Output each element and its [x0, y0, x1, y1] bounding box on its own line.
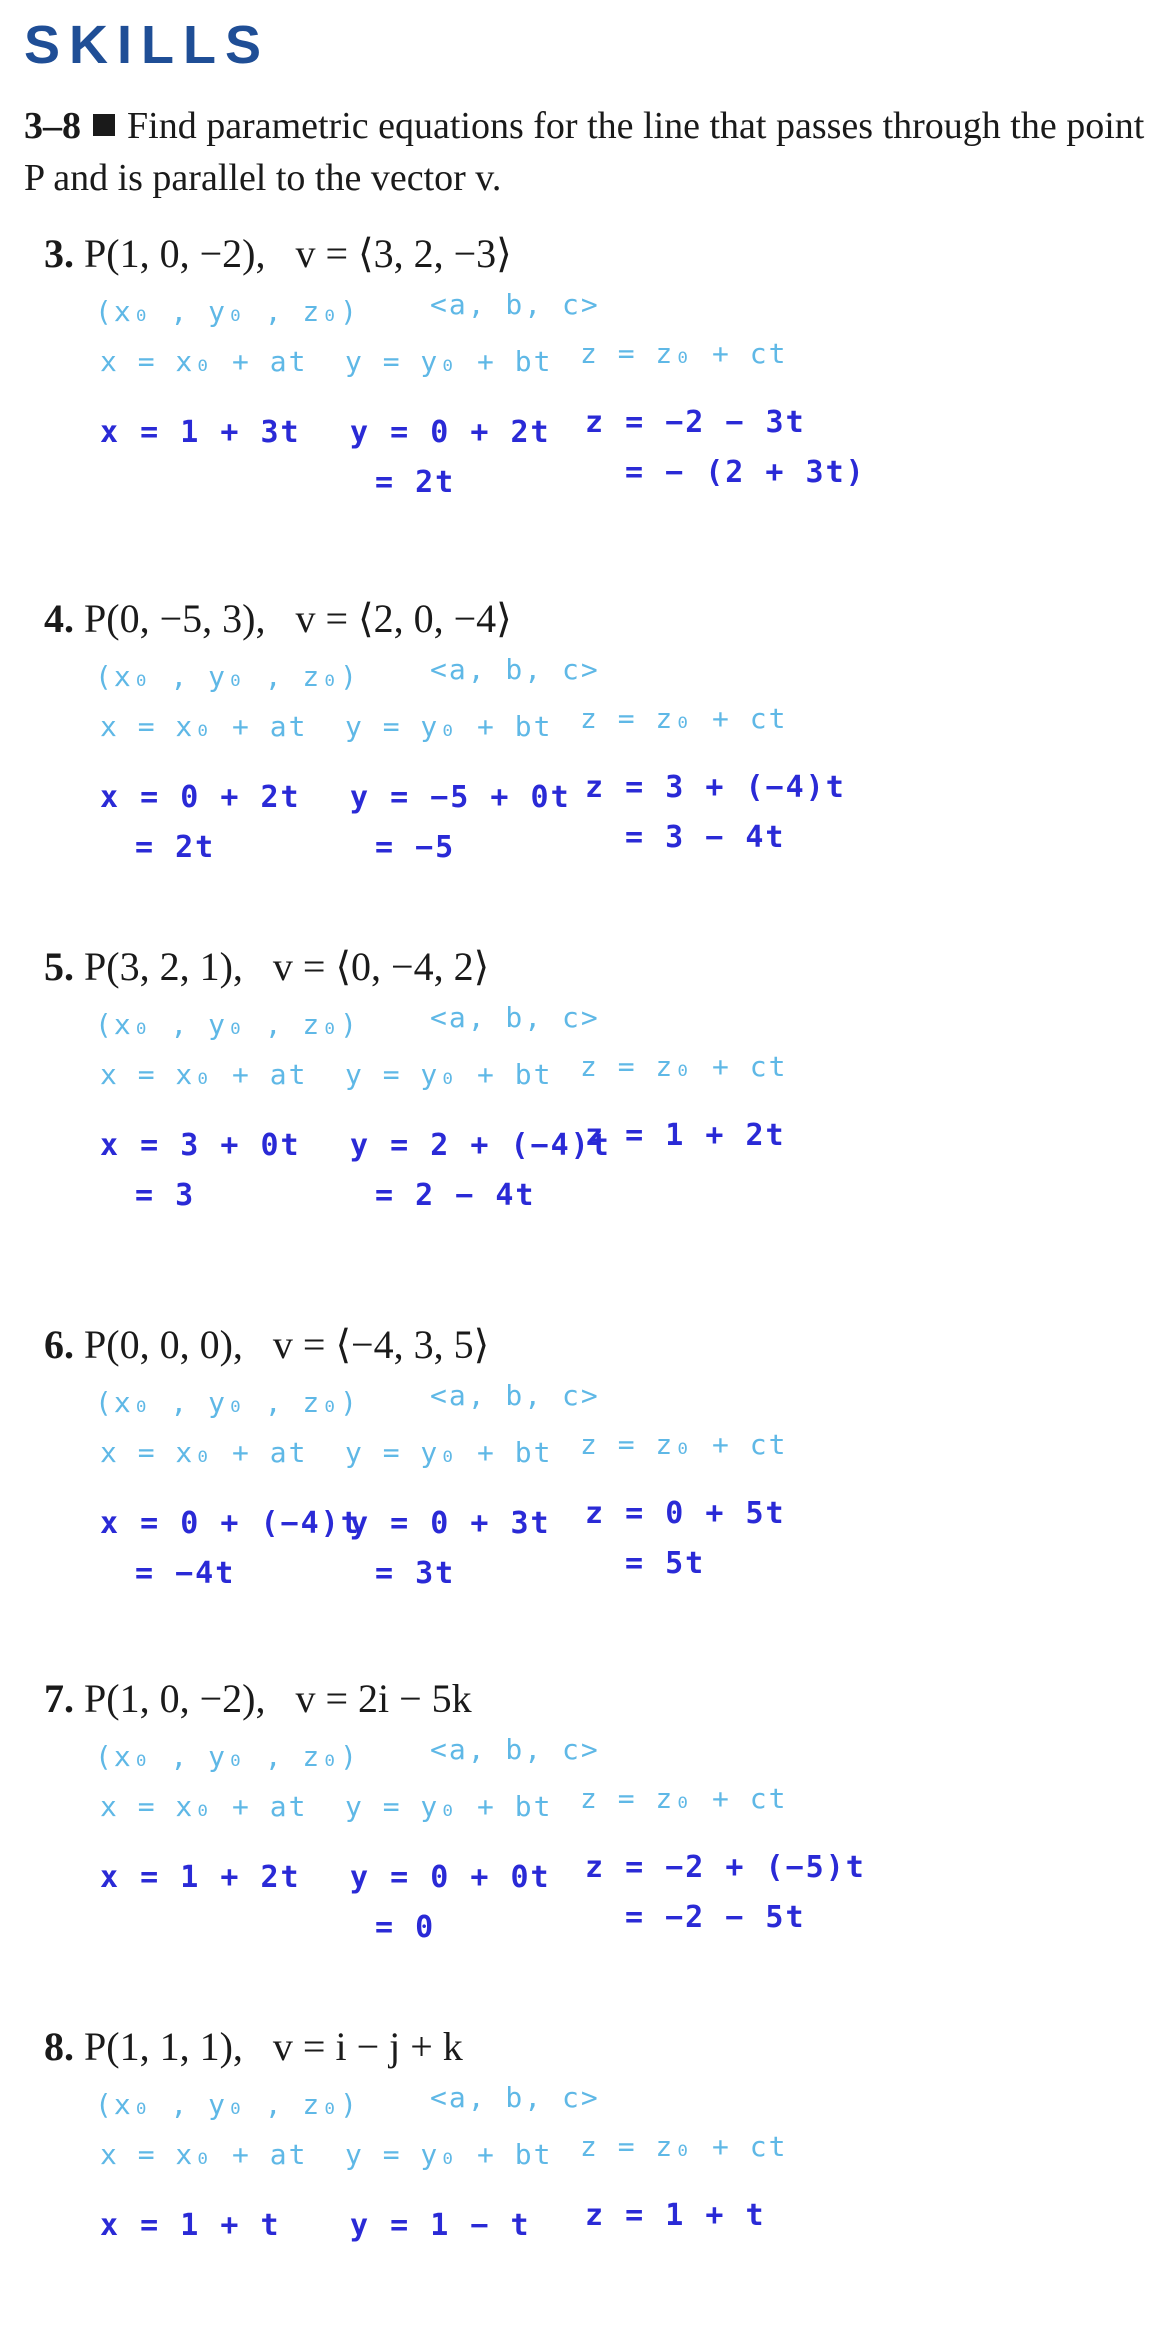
template-y: y = y₀ + bt: [345, 2138, 553, 2171]
work-x-line: x = 0 + (−4)t: [100, 1506, 361, 1541]
problem-statement: [44, 1321, 489, 1368]
work-z-line: z = −2 + (−5)t: [585, 1850, 866, 1885]
work-x-line: = 2t: [135, 830, 216, 865]
problem-point: P(0, −5, 3),: [84, 596, 266, 641]
work-x-line: = 3: [135, 1178, 196, 1213]
template-x: x = x₀ + at: [100, 1790, 308, 1823]
problem-statement: [44, 230, 512, 277]
work-x-line: x = 1 + t: [100, 2208, 281, 2243]
work-y-line: = 0: [375, 1910, 436, 1945]
template-point: (x₀ , y₀ , z₀): [95, 2088, 360, 2121]
problem-statement: [44, 2023, 463, 2070]
template-z: z = z₀ + ct: [580, 1428, 788, 1461]
template-vector: <a, b, c>: [430, 1733, 600, 1766]
problem-vector: v = i − j + k: [272, 2024, 463, 2069]
work-x-line: x = 1 + 2t: [100, 1860, 301, 1895]
work-z-line: = 3 − 4t: [625, 820, 786, 855]
work-y-line: y = 0 + 3t: [350, 1506, 551, 1541]
bullet-square-icon: [93, 114, 115, 136]
problem-vector: v = ⟨0, −4, 2⟩: [272, 944, 490, 989]
problem-number: 3.: [44, 231, 74, 276]
template-vector: <a, b, c>: [430, 1001, 600, 1034]
work-z-line: z = −2 − 3t: [585, 405, 806, 440]
problem-number: 5.: [44, 944, 74, 989]
template-x: x = x₀ + at: [100, 710, 308, 743]
work-x-line: = −4t: [135, 1556, 236, 1591]
work-y-line: = 3t: [375, 1556, 456, 1591]
template-x: x = x₀ + at: [100, 1058, 308, 1091]
template-z: z = z₀ + ct: [580, 702, 788, 735]
work-y-line: y = −5 + 0t: [350, 780, 571, 815]
problem-vector: v = ⟨2, 0, −4⟩: [295, 596, 512, 641]
template-point: (x₀ , y₀ , z₀): [95, 1386, 360, 1419]
work-z-line: z = 1 + 2t: [585, 1118, 786, 1153]
template-point: (x₀ , y₀ , z₀): [95, 295, 360, 328]
template-y: y = y₀ + bt: [345, 345, 553, 378]
problem-point: P(3, 2, 1),: [84, 944, 243, 989]
template-y: y = y₀ + bt: [345, 1058, 553, 1091]
problem-range: 3–8: [24, 105, 81, 147]
work-y-line: = 2 − 4t: [375, 1178, 536, 1213]
work-z-line: = 5t: [625, 1546, 706, 1581]
problem-vector: v = ⟨3, 2, −3⟩: [295, 231, 512, 276]
work-x-line: x = 1 + 3t: [100, 415, 301, 450]
template-vector: <a, b, c>: [430, 288, 600, 321]
work-x-line: x = 3 + 0t: [100, 1128, 301, 1163]
work-z-line: z = 3 + (−4)t: [585, 770, 846, 805]
problem-statement: [44, 595, 512, 642]
template-y: y = y₀ + bt: [345, 1436, 553, 1469]
template-z: z = z₀ + ct: [580, 1782, 788, 1815]
work-y-line: = −5: [375, 830, 456, 865]
problem-number: 6.: [44, 1322, 74, 1367]
work-y-line: y = 2 + (−4)t: [350, 1128, 611, 1163]
template-z: z = z₀ + ct: [580, 337, 788, 370]
template-point: (x₀ , y₀ , z₀): [95, 1740, 360, 1773]
work-z-line: z = 1 + t: [585, 2198, 766, 2233]
work-y-line: y = 0 + 2t: [350, 415, 551, 450]
work-x-line: x = 0 + 2t: [100, 780, 301, 815]
template-vector: <a, b, c>: [430, 653, 600, 686]
problem-point: P(1, 0, −2),: [84, 231, 266, 276]
instructions: [24, 100, 1154, 204]
template-y: y = y₀ + bt: [345, 710, 553, 743]
template-x: x = x₀ + at: [100, 345, 308, 378]
template-point: (x₀ , y₀ , z₀): [95, 1008, 360, 1041]
problem-vector: v = ⟨−4, 3, 5⟩: [272, 1322, 490, 1367]
problem-statement: [44, 1675, 472, 1722]
problem-point: P(1, 1, 1),: [84, 2024, 243, 2069]
template-vector: <a, b, c>: [430, 1379, 600, 1412]
problem-number: 8.: [44, 2024, 74, 2069]
template-y: y = y₀ + bt: [345, 1790, 553, 1823]
problem-number: 7.: [44, 1676, 74, 1721]
work-z-line: = − (2 + 3t): [625, 455, 866, 490]
template-x: x = x₀ + at: [100, 2138, 308, 2171]
template-z: z = z₀ + ct: [580, 1050, 788, 1083]
work-y-line: = 2t: [375, 465, 456, 500]
problem-point: P(0, 0, 0),: [84, 1322, 243, 1367]
template-point: (x₀ , y₀ , z₀): [95, 660, 360, 693]
work-z-line: = −2 − 5t: [625, 1900, 806, 1935]
template-vector: <a, b, c>: [430, 2081, 600, 2114]
problem-number: 4.: [44, 596, 74, 641]
work-y-line: y = 0 + 0t: [350, 1860, 551, 1895]
problem-statement: [44, 943, 489, 990]
instruction-text: Find parametric equations for the line that passes through the point P and is parallel to the vector v.: [24, 105, 1145, 199]
template-z: z = z₀ + ct: [580, 2130, 788, 2163]
work-y-line: y = 1 − t: [350, 2208, 531, 2243]
problem-vector: v = 2i − 5k: [295, 1676, 472, 1721]
template-x: x = x₀ + at: [100, 1436, 308, 1469]
section-heading: SKILLS: [24, 15, 271, 75]
work-z-line: z = 0 + 5t: [585, 1496, 786, 1531]
problem-point: P(1, 0, −2),: [84, 1676, 266, 1721]
